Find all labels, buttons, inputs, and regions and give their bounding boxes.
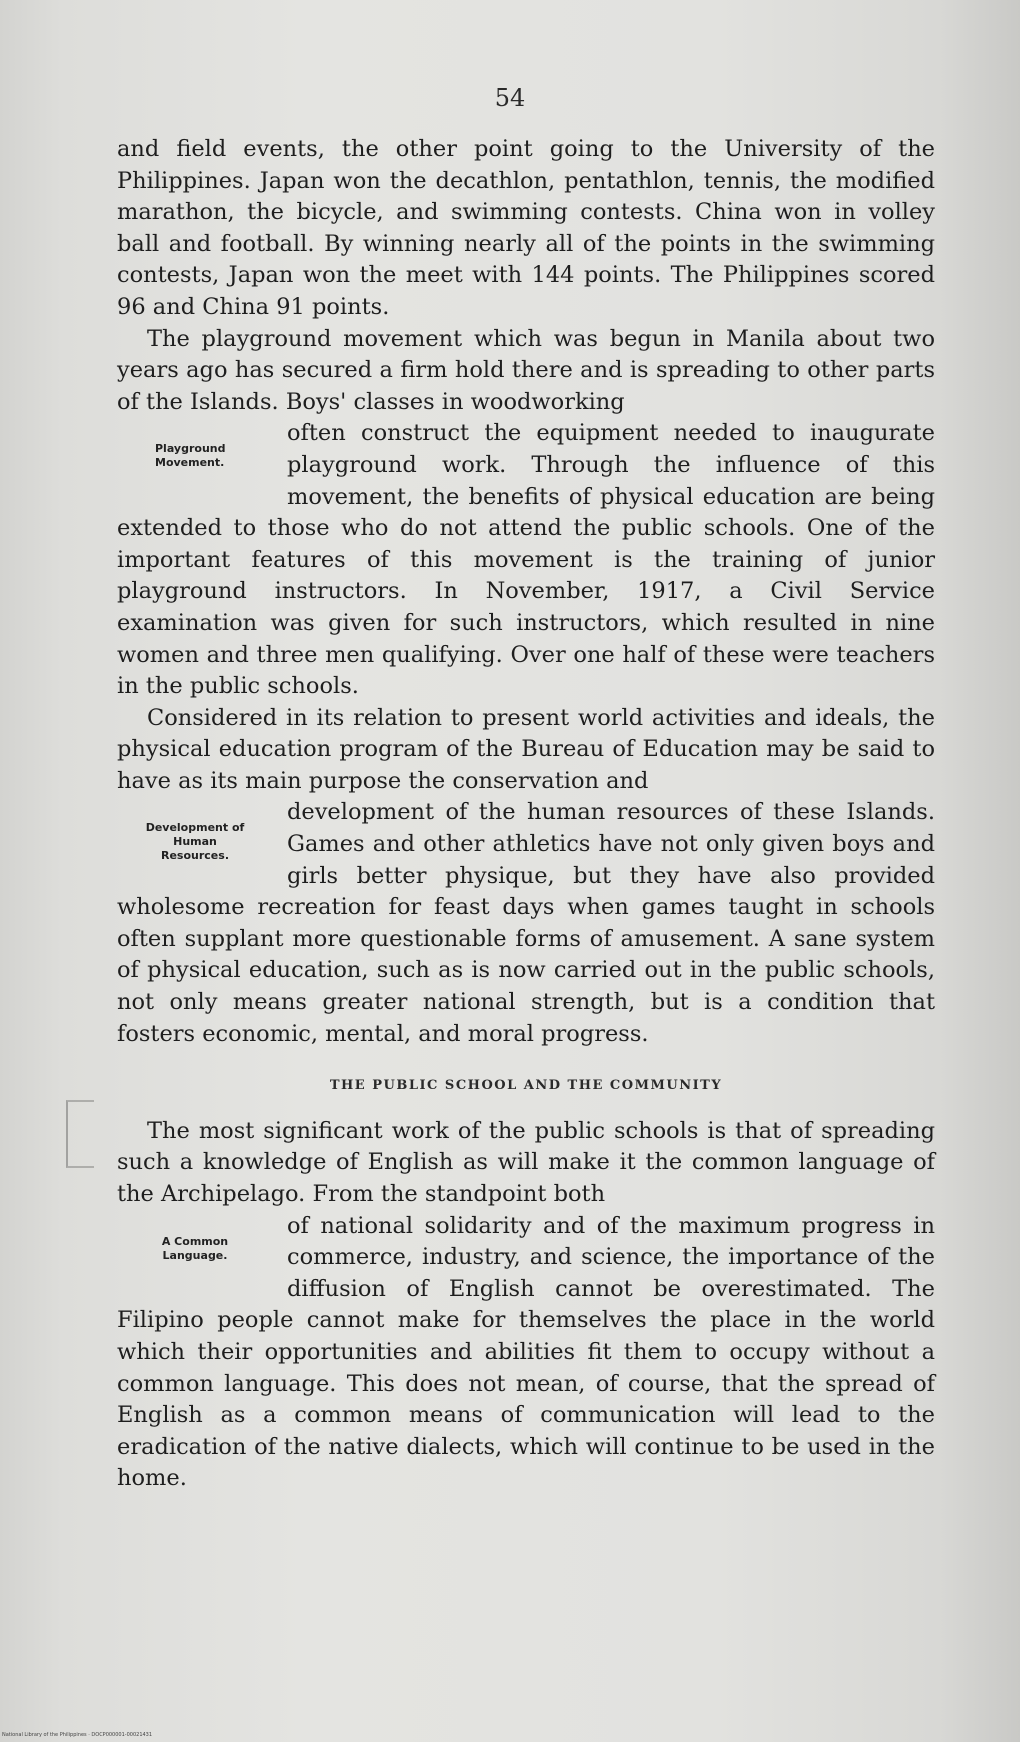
common-language-section xyxy=(117,1116,935,1495)
playground-section xyxy=(117,324,935,703)
paragraph-development-intro: Considered in its relation to present world activities and ideals, the physical education program of the Bureau of Education may be said to have as its main purpose the conservation and xyxy=(117,704,935,794)
paragraph-athletics: and field events, the other point going to the University of the Philippines. Japan won the decathlon, pentathlon, tennis, the modified marathon, the bicycle, and swimming contests. China won in volley ball and football. By winning nearly all of the points in the swimming contests, Japan won the meet with 144 points. The Philippines scored 96 and China 91 points. xyxy=(117,136,935,320)
archive-footer: National Library of the Philippines · DOCP000001-00021431 xyxy=(2,1732,153,1738)
paragraph-common-language-intro: The most significant work of the public schools is that of spreading such a knowledge of English as will make it the common language of the Archipelago. From the standpoint both xyxy=(117,1117,935,1207)
paragraph-common-language-body: of national solidarity and of the maximum progress in commerce, industry, and science, the importance of the diffusion of English cannot be overestimated. The Filipino people cannot make for themselves the place in the world which their opportunities and abilities fit them to occupy without a common language. This does not mean, of course, that the spread of English as a common means of communication will lead to the eradication of the native dialects, which will continue to be used in the home. xyxy=(117,1212,935,1492)
side-note-development xyxy=(117,797,287,891)
development-section xyxy=(117,703,935,1051)
section-heading: THE PUBLIC SCHOOL AND THE COMMUNITY xyxy=(329,1078,723,1094)
side-note-label: A Common Language. xyxy=(161,1234,229,1262)
side-note-label: Playground Movement. xyxy=(155,442,226,470)
side-note-common-language xyxy=(117,1211,287,1305)
paragraph-development-body: development of the human resources of these Islands. Games and other athletics have not only given boys and girls better physique, but they have also provided wholesome recreation for feast days when games taught in schools often supplant more questionable forms of amusement. A sane system of physical education, such as is now carried out in the public schools, not only means greater national strength, but is a condition that fosters economic, mental, and moral progress. xyxy=(117,799,935,1047)
paragraph-playground-body: often construct the equipment needed to inaugurate playground work. Through the influence of this movement, the benefits of physical education are being extended to those who do not attend the public schools. One of the important features of this movement is the training of junior playground instructors. In November, 1917, a Civil Service examination was given for such instructors, which resulted in nine women and three men qualifying. Over one half of these were teachers in the public schools. xyxy=(117,420,935,700)
paragraph-playground-intro: The playground movement which was begun in Manila about two years ago has secured a firm hold there and is spreading to other parts of the Islands. Boys' classes in woodworking xyxy=(117,325,935,415)
margin-bracket-mark xyxy=(66,1100,94,1168)
side-note-playground xyxy=(117,418,287,512)
side-note-label: Development of Human Resources. xyxy=(145,821,245,863)
page-number: 54 xyxy=(494,84,526,112)
page-body xyxy=(117,134,935,1495)
